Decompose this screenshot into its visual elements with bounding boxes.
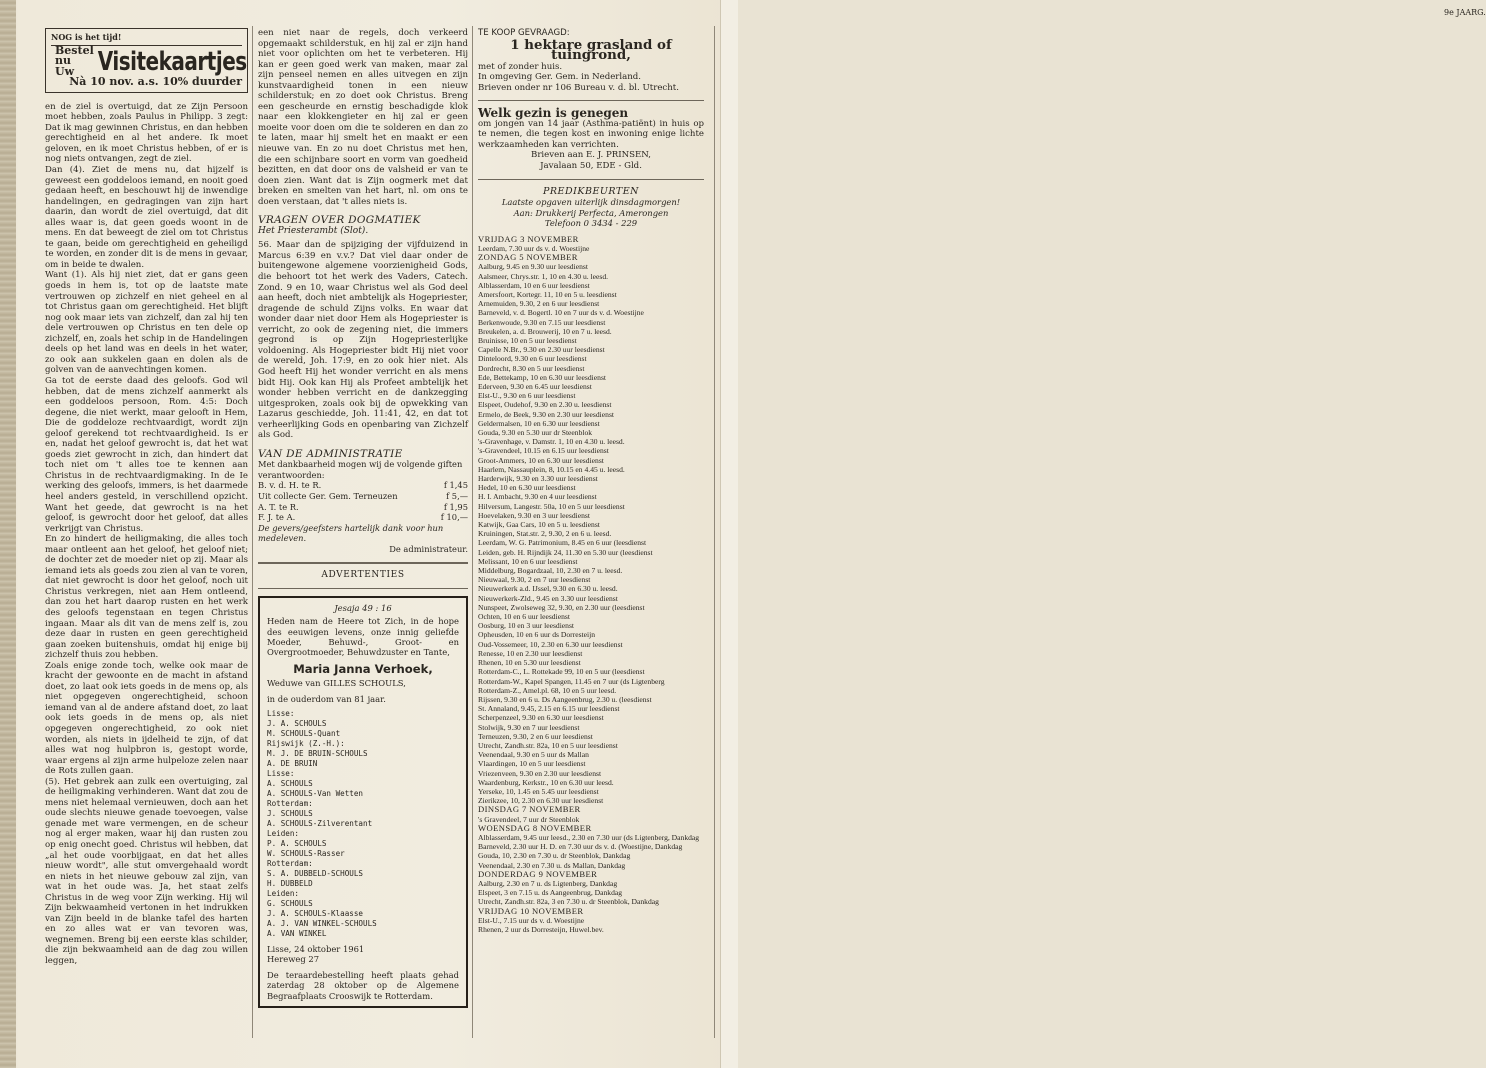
wanted-line: In omgeving Ger. Gem. in Nederland. bbox=[478, 72, 642, 83]
wanted-line: met of zonder huis. bbox=[478, 61, 563, 72]
section-subtitle: Het Priesterambt (Slot). bbox=[258, 225, 369, 236]
schedule-entry: Hoevelaken, 9.30 en 3 uur leesdienst bbox=[478, 510, 590, 520]
schedule-entry: Amersfoort, Kortegr. 11, 10 en 5 u. leesdienst bbox=[478, 289, 617, 299]
schedule-entry: Rotterdam-Z., Amel.pl. 68, 10 en 5 uur leesd. bbox=[478, 685, 617, 695]
schedule-entry: Middelburg, Bogardzaal, 10, 2.30 en 7 u. leesd. bbox=[478, 566, 623, 576]
age-line: in de ouderdom van 81 jaar. bbox=[267, 693, 386, 704]
article-continuation bbox=[45, 102, 248, 967]
family-line: M. SCHOULS-Quant bbox=[267, 729, 341, 739]
schedule-entry: 's-Gravendeel, 10.15 en 6.15 uur leesdienst bbox=[478, 446, 609, 456]
section-title-dogmatiek: VRAGEN OVER DOGMATIEK bbox=[258, 214, 421, 227]
schedule-entry: Barneveld, 2.30 uur H. D. en 7.30 uur ds v. d. (Woestijne, Dankdag bbox=[478, 842, 683, 852]
page-binding bbox=[0, 0, 16, 1068]
schedule-entry: Zierikzee, 10, 2.30 en 6.30 uur leesdienst bbox=[478, 796, 604, 806]
schedule-entry: Alblasserdam, 10 en 6 uur leesdienst bbox=[478, 280, 590, 290]
schedule-day: VRIJDAG 10 NOVEMBER bbox=[478, 905, 584, 916]
schedule-entry: Dinteloord, 9.30 en 6 uur leesdienst bbox=[478, 354, 587, 364]
gift-row: F. J. te A. f 10,— bbox=[258, 512, 468, 523]
schedule-entry: Scherpenzeel, 9.30 en 6.30 uur leesdienst bbox=[478, 713, 604, 723]
schedule-entry: Veenendaal, 2.30 en 7.30 u. ds Mallan, Dankdag bbox=[478, 860, 626, 870]
schedule-entry: Veenendaal, 9.30 en 5 uur ds Mallan bbox=[478, 750, 589, 760]
column-2 bbox=[258, 28, 468, 1008]
column-rule bbox=[714, 26, 715, 1038]
schedule-entry: Opheusden, 10 en 6 uur ds Dorresteijn bbox=[478, 630, 596, 640]
paragraph: (5). Het gebrek aan zulk een overtuiging, zal de heiligmaking verhinderen. Want dat zou de mens niet helemaal vernieuwen, doch aan het oude slechts nieuwe genade toevoegen, valse genade met ware vermengen, en de scheur nog al erger maken, waar hij dan rusten zou op enig onecht goed. Christus wil hebben, dat „al het oude voorbijgaat, en dat het alles nieuw wordt", alle stut omvergehaald wordt en niets in het nieuwe gebouw zal zijn, van wat in het oude was. Ja, het staat zelfs Christus in de weg voor Zijn werking. Hij wil Zijn bekwaamheid vertonen in het indrukken van Zijn beeld in de blanke tafel des harten en zo alles wat er van tevoren was, wegnemen. Breng bij een eerste klas schilder, die zijn bekwaamheid aan de dag zou willen leggen, bbox=[45, 776, 248, 967]
schedule-entry: Rotterdam-W., Kapel Spangen, 11.45 en 7 uur (ds Ligtenberg bbox=[478, 676, 665, 686]
schedule-entry: Rotterdam-C., L. Rottekade 99, 10 en 5 uur (leesdienst bbox=[478, 667, 645, 677]
family-wanted-sign: Brieven aan E. J. PRINSEN, bbox=[531, 150, 651, 161]
schedule-entry: Nieuwerkerk a.d. IJssel, 9.30 en 6.30 u. leesd. bbox=[478, 584, 618, 594]
family-line: A. J. VAN WINKEL-SCHOULS bbox=[267, 919, 377, 929]
notice-text: Heden nam de Heere tot Zich, in de hope des eeuwigen levens, onze innig geliefde Moeder, Behuwd-, Groot- en Overgrootmoeder, Behuwdzuster en Tante, bbox=[267, 616, 459, 658]
paragraph: Want (1). Als hij niet ziet, dat er gans geen goeds in hem is, tot op de laatste mate vertrouwen op zichzelf en niet geheel en al tot Christus gaan om gerechtigheid. Het blijft nog ook maar iets van zichzelf, dan zal hij ten dele vertrouwen op Christus en ten dele op zichzelf, en, zoals het schip in de Handelingen deels op het land was en deels in het water, zo ook aan sukkelen gaan en dolen als de golven van de aanvechtingen komen. bbox=[45, 270, 248, 376]
ad-bestel: Bestel nu Uw bbox=[55, 43, 94, 78]
ad-bottom-line: Nà 10 nov. a.s. 10% duurder bbox=[69, 75, 242, 89]
schedule-entry: Waardenburg, Kerkstr., 10 en 6.30 uur leesd. bbox=[478, 777, 614, 787]
schedule-day: VRIJDAG 3 NOVEMBER bbox=[478, 233, 579, 244]
family-line: W. SCHOULS-Rasser bbox=[267, 849, 345, 859]
paragraph: Dan (4). Ziet de mens nu, dat hijzelf is geweest een goddeloos iemand, en nooit goed gedaan heeft, en beschouwt hij de inwendige handelingen, en gedragingen van zijn hart daarin, dan wordt de ziel overtuigd, dat dit alles waar is, dat geen goeds woont in de mens. En dat beweegt de ziel om tot Christus te gaan, beide om gerechtigheid en geheiligd te worden, en zonder dit is de mens in gevaar, om in beide te dwalen. bbox=[45, 165, 248, 270]
family-line: A. SCHOULS-Van Wetten bbox=[267, 789, 364, 799]
schedule-entry: Hedel, 10 en 6.30 uur leesdienst bbox=[478, 483, 576, 493]
gift-row: Uit collecte Ger. Gem. Terneuzen f 5,— bbox=[258, 490, 468, 501]
schedule-entry: Rhenen, 2 uur ds Dorresteijn, Huwel.bev. bbox=[478, 924, 604, 934]
predikbeurten-note: Laatste opgaven uiterlijk dinsdagmorgen! bbox=[501, 197, 681, 208]
divider bbox=[478, 100, 704, 101]
schedule-entry: Vlaardingen, 10 en 5 uur leesdienst bbox=[478, 759, 586, 769]
next-page-edge bbox=[720, 0, 1486, 1068]
schedule-entry: H. I. Ambacht, 9.30 en 4 uur leesdienst bbox=[478, 492, 597, 502]
schedule-entry: Aalburg, 9.45 en 9.30 uur leesdienst bbox=[478, 262, 588, 272]
schedule-entry: Capelle N.Br., 9.30 en 2.30 uur leesdienst bbox=[478, 345, 605, 355]
schedule-entry: Elspeet, 3 en 7.15 u. ds Aangeenbrug, Dankdag bbox=[478, 888, 623, 898]
schedule-entry: Haarlem, Nassauplein, 8, 10.15 en 4.45 u. leesd. bbox=[478, 464, 625, 474]
service-schedule bbox=[478, 235, 704, 934]
advertenties-heading: ADVERTENTIES bbox=[321, 570, 405, 581]
schedule-entry: Nieuwaal, 9.30, 2 en 7 uur leesdienst bbox=[478, 575, 591, 585]
family-wanted-text: om jongen van 14 jaar (Asthma-patiënt) in huis op te nemen, die tegen kost en inwoning enige lichte werkzaamheden kan verrichten. bbox=[478, 118, 704, 150]
divider bbox=[478, 179, 704, 180]
family-list bbox=[267, 709, 459, 939]
ad-top-line: NOG is het tijd! bbox=[51, 32, 242, 46]
schedule-entry: Bruinisse, 10 en 5 uur leesdienst bbox=[478, 335, 577, 345]
schedule-entry: St. Annaland, 9.45, 2.15 en 6.15 uur leesdienst bbox=[478, 704, 620, 714]
schedule-entry: Nieuwerkerk-Zld., 9.45 en 3.30 uur leesdienst bbox=[478, 593, 618, 603]
schedule-entry: Nunspeet, Zwolseweg 32, 9.30, en 2.30 uur (leesdienst bbox=[478, 602, 645, 612]
admin-signature: De administrateur. bbox=[389, 543, 468, 554]
predikbeurten-note: Aan: Drukkerij Perfecta, Amerongen bbox=[513, 207, 669, 218]
family-line: J. A. SCHOULS-Klaasse bbox=[267, 909, 364, 919]
schedule-entry: Kruiningen, Stat.str. 2, 9.30, 2 en 6 u. leesd. bbox=[478, 529, 612, 539]
family-line: A. SCHOULS bbox=[267, 779, 313, 789]
schedule-entry: Hilversum, Langestr. 50a, 10 en 5 uur leesdienst bbox=[478, 501, 625, 511]
family-wanted-title: Welk gezin is genegen bbox=[478, 106, 629, 121]
schedule-entry: Oosburg, 10 en 3 uur leesdienst bbox=[478, 621, 575, 631]
column-3 bbox=[478, 28, 704, 934]
paragraph: En zo hindert de heiligmaking, die alles toch maar ontleent aan het geloof, het geloof niet; de dochter zet de moeder niet op zij. Maar als iemand iets als goeds zou zien al van te voren, dat niet gewrocht is door het geloof, noch uit Christus verkregen, niet aan Hem ontleend, dan zou het hart daarop rusten en het werk des geloofs tegenstaan en tegen Christus ingaan. Maar als dit van de mens zelf is, zou deze daar in rusten en geen gerechtigheid gaan zoeken buitenshuis, omdat hij enige bij zichzelf thuis zou hebben. bbox=[45, 534, 248, 661]
schedule-entry: Berkenwoude, 9.30 en 7.15 uur leesdienst bbox=[478, 317, 606, 327]
wanted-title: 1 hektare grasland of tuingrond, bbox=[510, 36, 672, 64]
edge-header: 9e JAARG. bbox=[1444, 8, 1486, 17]
schedule-day: ZONDAG 5 NOVEMBER bbox=[478, 252, 578, 263]
bible-verse: Jesaja 49 : 16 bbox=[334, 602, 392, 613]
schedule-entry: Ochten, 10 en 6 uur leesdienst bbox=[478, 612, 570, 622]
schedule-entry: Aalburg, 2.30 en 7 u. ds Ligtenberg, Dankdag bbox=[478, 878, 618, 888]
gift-row: B. v. d. H. te R. f 1,45 bbox=[258, 480, 468, 491]
paragraph: en de ziel is overtuigd, dat ze Zijn Persoon moet hebben, zoals Paulus in Philipp. 3 zegt: Dat ik mag gewinnen Christus, en dan hebben gerechtigheid en al het andere. Ik moet geloven, en ik moet Christus hebben, of er is nog niets ontvangen, zegt de ziel. bbox=[45, 101, 248, 165]
ad-headline: Visitekaartjes bbox=[97, 45, 247, 77]
schedule-entry: Breukelen, a. d. Brouwerij, 10 en 7 u. leesd. bbox=[478, 326, 612, 336]
family-line: P. A. SCHOULS bbox=[267, 839, 327, 849]
schedule-day: WOENSDAG 8 NOVEMBER bbox=[478, 822, 592, 833]
predikbeurten-title: PREDIKBEURTEN bbox=[543, 185, 639, 197]
schedule-entry: Elspeet, Oudehof, 9.30 en 2.30 u. leesdienst bbox=[478, 400, 612, 410]
schedule-entry: Utrecht, Zandh.str. 82a, 10 en 5 uur leesdienst bbox=[478, 740, 618, 750]
schedule-entry: Melissant, 10 en 6 uur leesdienst bbox=[478, 556, 578, 566]
gift-row: A. T. te R. f 1,95 bbox=[258, 501, 468, 512]
schedule-entry: Stolwijk, 9.30 en 7 uur leesdienst bbox=[478, 722, 580, 732]
divider bbox=[258, 562, 468, 564]
family-line: A. SCHOULS-Zilverentant bbox=[267, 819, 373, 829]
family-line: A. VAN WINKEL bbox=[267, 929, 327, 939]
schedule-entry: Harderwijk, 9.30 en 3.30 uur leesdienst bbox=[478, 474, 598, 484]
family-line: Leiden: bbox=[267, 889, 300, 899]
death-notice bbox=[258, 596, 468, 1008]
schedule-entry: Katwijk, Gaa Cars, 10 en 5 u. leesdienst bbox=[478, 520, 600, 530]
schedule-entry: Leiden, geb. H. Rijndijk 24, 11.30 en 5.30 uur (leesdienst bbox=[478, 547, 653, 557]
family-line: A. DE BRUIN bbox=[267, 759, 318, 769]
family-line: J. SCHOULS bbox=[267, 809, 313, 819]
schedule-entry: 's-Gravenhage, v. Damstr. 1, 10 en 4.30 u. leesd. bbox=[478, 437, 625, 447]
divider bbox=[258, 588, 468, 589]
family-line: S. A. DUBBELD-SCHOULS bbox=[267, 869, 364, 879]
predikbeurten-note: Telefoon 0 3434 - 229 bbox=[544, 218, 638, 229]
column-1 bbox=[45, 28, 248, 967]
deceased-name: Maria Janna Verhoek, bbox=[293, 661, 433, 676]
notice-address: Hereweg 27 bbox=[267, 954, 320, 965]
schedule-entry: Elst-U., 9.30 en 6 uur leesdienst bbox=[478, 391, 576, 401]
schedule-entry: Terneuzen, 9.30, 2 en 6 uur leesdienst bbox=[478, 731, 593, 741]
schedule-entry: Geldermalsen, 10 en 6.30 uur leesdienst bbox=[478, 418, 600, 428]
schedule-entry: Gouda, 10, 2.30 en 7.30 u. dr Steenblok, Dankdag bbox=[478, 851, 631, 861]
schedule-entry: 's Gravendeel, 7 uur dr Steenblok bbox=[478, 814, 580, 824]
schedule-entry: Barneveld, v. d. Bogertl. 10 en 7 uur ds v. d. Woestijne bbox=[478, 308, 644, 318]
schedule-entry: Rijssen, 9.30 en 6 u. Ds Aangeenbrug, 2.30 u. (leesdienst bbox=[478, 694, 652, 704]
column-rule bbox=[472, 26, 473, 1038]
family-wanted-sign: Javalaan 50, EDE - Gld. bbox=[540, 161, 642, 172]
schedule-entry: Vriezenveen, 9.30 en 2.30 uur leesdienst bbox=[478, 768, 602, 778]
notice-date: Lisse, 24 oktober 1961 bbox=[267, 944, 365, 955]
schedule-entry: Aalsmeer, Chrys.str. 1, 10 en 4.30 u. leesd. bbox=[478, 271, 609, 281]
family-line: Rotterdam: bbox=[267, 859, 313, 869]
family-line: J. A. SCHOULS bbox=[267, 719, 327, 729]
burial-text: De teraardebestelling heeft plaats gehad zaterdag 28 oktober op de Algemene Begraafplaats Crooswijk te Rotterdam. bbox=[267, 969, 459, 1001]
family-line: Rotterdam: bbox=[267, 799, 313, 809]
family-line: Lisse: bbox=[267, 769, 295, 779]
family-line: M. J. DE BRUIN-SCHOULS bbox=[267, 749, 368, 759]
ad-middle bbox=[51, 43, 247, 78]
schedule-day: DINSDAG 7 NOVEMBER bbox=[478, 804, 581, 815]
family-line: H. DUBBELD bbox=[267, 879, 313, 889]
schedule-day: DONDERDAG 9 NOVEMBER bbox=[478, 868, 598, 879]
family-line: Rijswijk (Z.-H.): bbox=[267, 739, 345, 749]
paragraph: 56. Maar dan de spijziging der vijfduizend in Marcus 6:39 en v.v.? Dat viel daar onder de buitengewone algemene voorzienigheid Gods, die behoort tot het werk des Vaders, Catech. Zond. 9 en 10, waar Christus wel als God deel aan heeft, doch niet ambtelijk als Hogepriester, dragende de schuld Zijns volks. En waar dat wonder daar niet door Hem als Hogepriester is verricht, zo ook de zegening niet, die immers gegrond is op Zijn Hogepriesterlijke voldoening. Als Hogepriester bidt Hij niet voor de wereld, Joh. 17:9, en zo ook hier niet. Als God heeft Hij het wonder verricht en als mens bidt Hij. Ook kan Hij als Profeet ambtelijk het wonder hebben verricht en de dankzegging uitgesproken, zoals ook bij de opwekking van Lazarus geschiedde, Joh. 11:41, 42, en dat tot verheerlijking Gods en openbaring van Zichzelf als God. bbox=[258, 240, 468, 441]
widow-line: Weduwe van GILLES SCHOULS, bbox=[267, 678, 406, 689]
gifts-thanks: De gevers/geefsters hartelijk dank voor hun medeleven. bbox=[258, 522, 444, 544]
schedule-entry: Gouda, 9.30 en 5.30 uur dr Steenblok bbox=[478, 428, 593, 438]
family-line: Lisse: bbox=[267, 709, 295, 719]
paragraph: Zoals enige zonde toch, welke ook maar de kracht der gewoonte en de macht in afstand doet, zo laat ook iets goeds in de mens op, als niet opgegeven ongerechtigheid, schoon iemand van al de andere afstand doet, zo laat ook iets goeds in de mens op, als niet opgegeven ongerechtigheid, zo ook niet worden, als niets in ijdelheid te zijn, of dat alles wat nog hulpbron is, gestopt worde, waar ergens al zijn arme hulpeloze zelen naar de Rots zullen gaan. bbox=[45, 660, 248, 777]
schedule-entry: Leerdam, 7.30 uur ds v. d. Woestijne bbox=[478, 243, 590, 253]
schedule-entry: Yerseke, 10, 1.45 en 5.45 uur leesdienst bbox=[478, 786, 599, 796]
family-line: G. SCHOULS bbox=[267, 899, 313, 909]
schedule-entry: Groot-Ammers, 10 en 6.30 uur leesdienst bbox=[478, 455, 604, 465]
wanted-line: Brieven onder nr 106 Bureau v. d. bl. Utrecht. bbox=[478, 82, 679, 93]
column-rule bbox=[252, 26, 253, 1038]
gifts-list bbox=[258, 459, 468, 554]
paragraph: Ga tot de eerste daad des geloofs. God wil hebben, dat de mens zichzelf aanmerkt als een goddeloos persoon, Rom. 4:5: Doch degene, die niet werkt, maar gelooft in Hem, Die de goddeloze rechtvaardigt, wordt zijn geloof gerekend tot rechtvaardigheid. Is er en, nadat het geloof gewrocht is, dat het wat goeds ziet gewrocht in zich, dan hindert dat toch niet om 't alles toe te kennen aan Christus in de rechtvaardigmaking. In de Ie werking des geloofs, immers, is het daarmede heel anders gesteld, in verschillend opzicht. Want het geede, dat gewrocht is na het geloof, is gewrocht door het geloof, dat alles verkrijgt van Christus. bbox=[45, 375, 248, 534]
schedule-entry: Arnemuiden, 9.30, 2 en 6 uur leesdienst bbox=[478, 299, 600, 309]
schedule-entry: Ermelo, de Beek, 9.30 en 2.30 uur leesdienst bbox=[478, 409, 615, 419]
schedule-entry: Leerdam, W. G. Patrimonium, 8.45 en 6 uur (leesdienst bbox=[478, 538, 647, 548]
wanted-label: TE KOOP GEVRAAGD: bbox=[478, 28, 570, 38]
gifts-intro: Met dankbaarheid mogen wij de volgende giften verantwoorden: bbox=[258, 459, 463, 480]
schedule-entry: Utrecht, Zandh.str. 82a, 3 en 7.30 u. dr Steenblok, Dankdag bbox=[478, 897, 659, 907]
section-title-administratie: VAN DE ADMINISTRATIE bbox=[258, 447, 403, 460]
schedule-entry: Alblasserdam, 9.45 uur leesd., 2.30 en 7.30 uur (ds Ligtenberg, Dankdag bbox=[478, 832, 700, 842]
schedule-entry: Rhenen, 10 en 5.30 uur leesdienst bbox=[478, 658, 581, 668]
schedule-entry: Renesse, 10 en 2.30 uur leesdienst bbox=[478, 648, 583, 658]
family-line: Leiden: bbox=[267, 829, 300, 839]
business-card-ad bbox=[45, 28, 248, 93]
schedule-entry: Elst-U., 7.15 uur ds v. d. Woestijne bbox=[478, 915, 585, 925]
schedule-entry: Dordrecht, 8.30 en 5 uur leesdienst bbox=[478, 363, 585, 373]
paragraph: een niet naar de regels, doch verkeerd opgemaakt schilderstuk, en hij zal er zijn hand niet voor oplichten om het te verbeteren. Hij kan er geen goed werk van maken, maar zal zijn penseel nemen en alles uitvegen en zijn kunstvaardigheid tonen in een nieuw schilderstuk; en zo doet ook Christus. Breng een gescheurde en ernstig beschadigde klok naar een klokkengieter en hij zal er geen moeite voor doen om die te solderen en dan zo te laten, maar hij smelt het en maakt er een nieuwe van. En zo nu doet Christus met hen, die een schijnbare soort en vorm van goedheid bezitten, en dat door ons de valsheid er van te doen zien. Want dat is Zijn oogmerk met dat breken en smelten van het hart, nl. om ons te doen verstaan, dat 't alles niets is. bbox=[258, 28, 468, 207]
schedule-entry: Ederveen, 9.30 en 6.45 uur leesdienst bbox=[478, 382, 592, 391]
schedule-entry: Ede, Bettekamp, 10 en 6.30 uur leesdienst bbox=[478, 372, 607, 382]
schedule-entry: Oud-Vossemeer, 10, 2.30 en 6.30 uur leesdienst bbox=[478, 639, 623, 649]
